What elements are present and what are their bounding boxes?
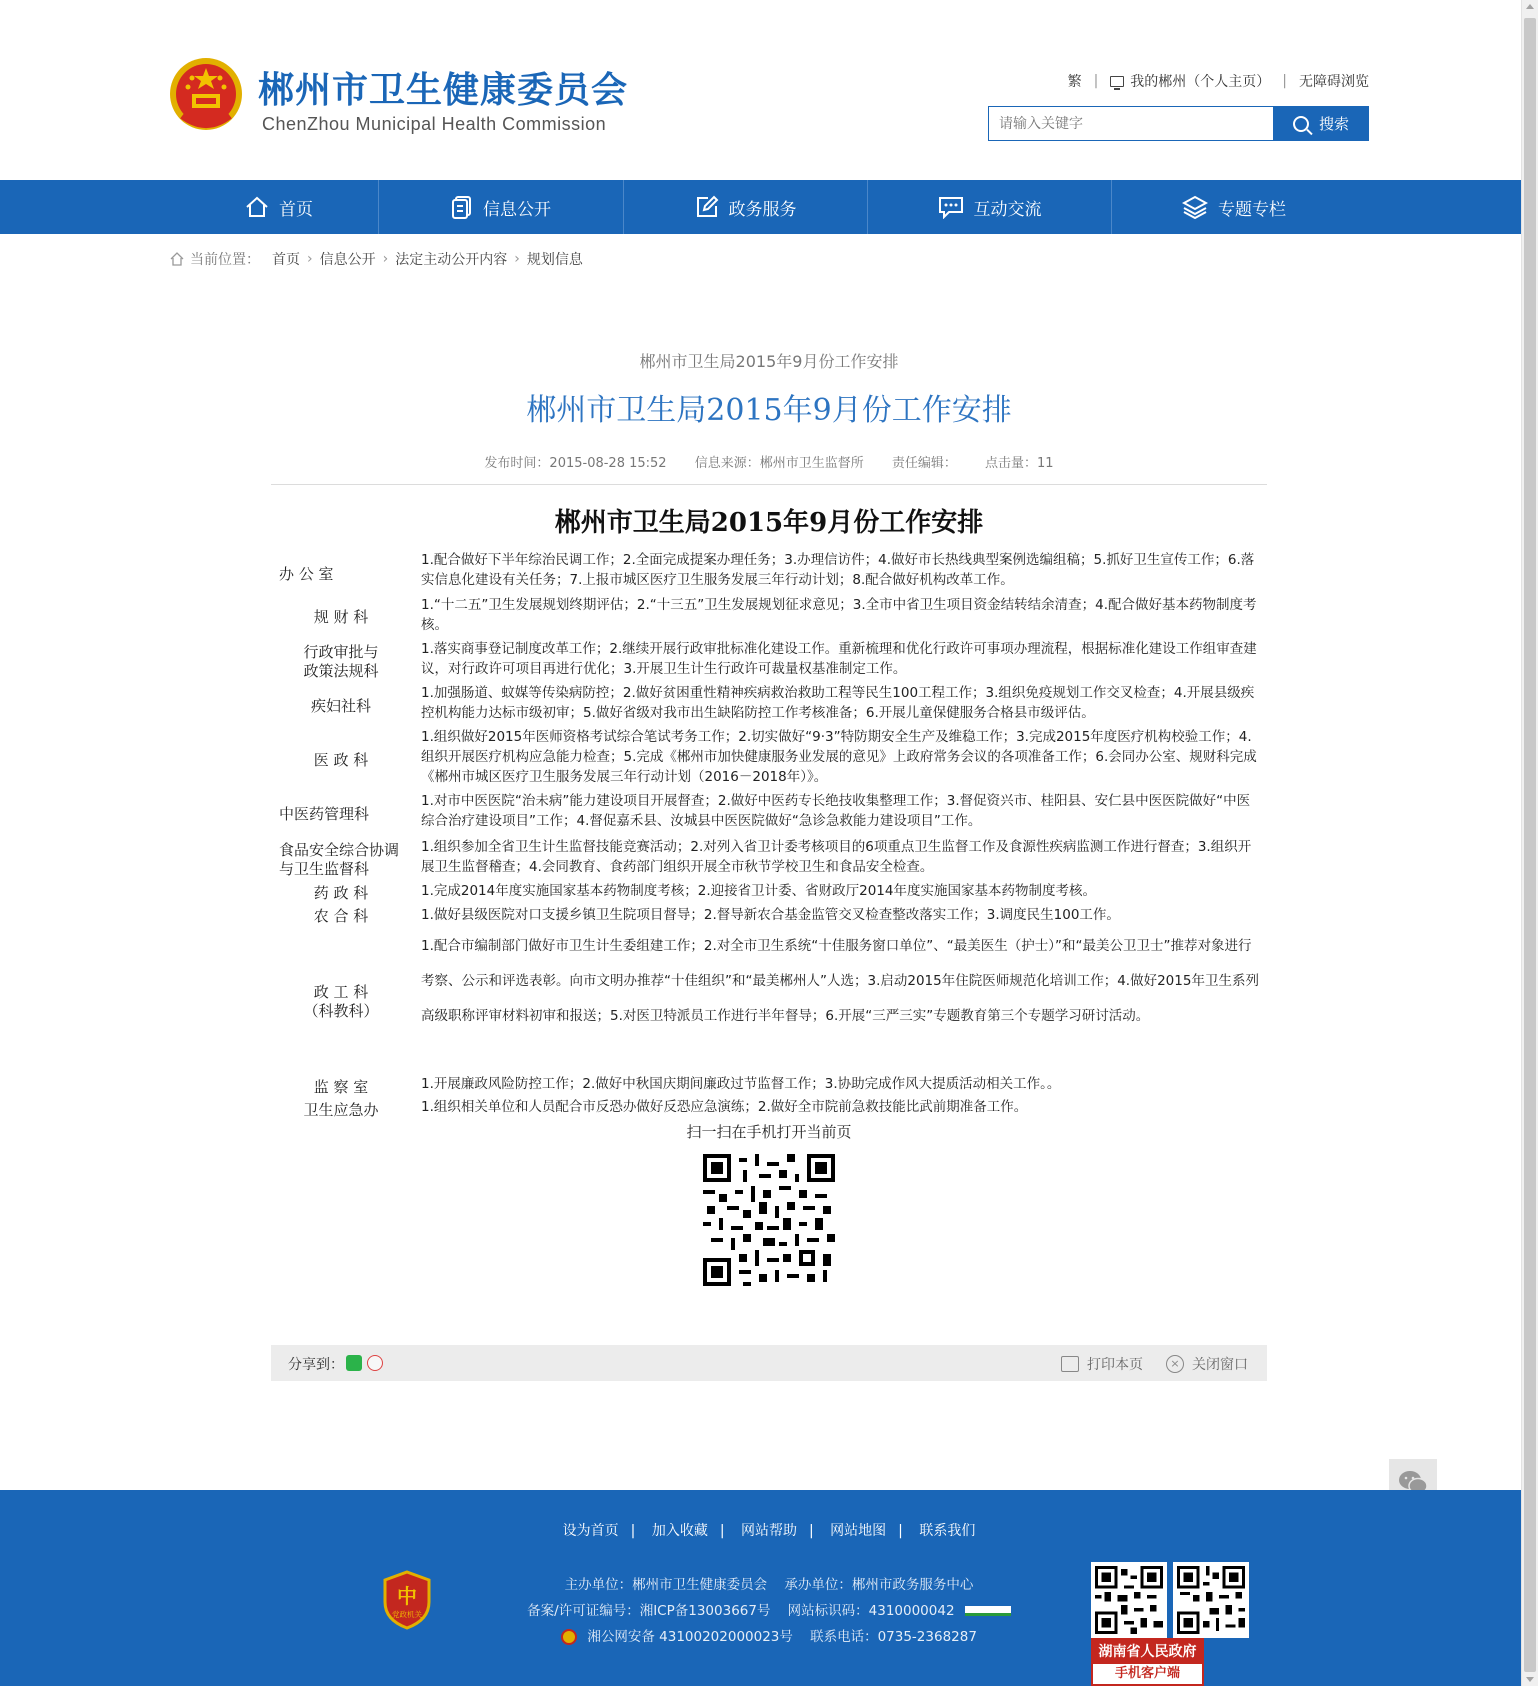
publish-time: 发布时间：2015-08-28 15:52 [484,456,667,471]
accessible-browse-link[interactable]: 无障碍浏览 [1299,74,1369,90]
article-meta [0,452,1538,471]
share-bar [271,1345,1267,1381]
printer-icon [1061,1356,1079,1372]
footer-qr-code-icon [1173,1562,1249,1638]
footer-site-id: 网站标识码：4310000042 [787,1603,955,1619]
gov-app-line2: 手机客户端 [1114,1666,1180,1681]
weibo-share-icon[interactable] [367,1355,383,1371]
dept-label: 行政审批与 政策法规科 [303,643,379,680]
footer-link-sitemap[interactable]: 网站地图 [830,1523,887,1539]
site-id-badge-icon [965,1606,1011,1616]
article-pre-title: 郴州市卫生局2015年9月份工作安排 [639,352,899,371]
footer-link-contact[interactable]: 联系我们 [919,1523,976,1539]
nav-item-interaction[interactable] [868,180,1111,234]
info-source: 信息来源：郴州市卫生监督所 [694,456,864,471]
footer [0,1490,1521,1686]
article-title: 郴州市卫生局2015年9月份工作安排 [526,393,1012,428]
close-window-button[interactable] [1166,1354,1248,1374]
badge-text: 党政机关 [392,1610,422,1619]
breadcrumb-item-info-disclosure[interactable]: 信息公开 [319,252,376,268]
breadcrumb-item-home[interactable]: 首页 [272,252,300,268]
document-title: 郴州市卫生局2015年9月份工作安排 [554,508,984,538]
police-badge-icon [561,1629,577,1645]
breadcrumb-label: 当前位置： [190,252,260,268]
nav-item-home[interactable] [180,180,378,234]
dept-label: 政 工 科 （科教科） [303,983,379,1020]
close-icon: × [1166,1355,1184,1373]
monitor-icon [1110,76,1124,87]
dept-label: 卫生应急办 [303,1101,379,1119]
gov-app-line1: 湖南省人民政府 [1093,1640,1202,1664]
footer-police[interactable]: 湘公网安备 43100202000023号 [587,1629,793,1645]
nav-item-label: 专题专栏 [1218,199,1286,220]
dept-label: 食品安全综合协调 与卫生监督科 [279,841,400,878]
vertical-scrollbar[interactable] [1521,0,1538,1686]
search-icon [1293,116,1309,132]
site-subtitle: ChenZhou Municipal Health Commission [262,114,607,134]
national-emblem-icon [168,54,244,136]
chevron-right-icon: › [382,251,389,267]
nav-item-label: 信息公开 [483,199,551,220]
dept-label: 办 公 室 [279,565,334,583]
scrollbar-thumb[interactable] [1524,18,1536,1672]
close-label: 关闭窗口 [1192,1357,1248,1373]
scroll-up-icon[interactable] [1526,4,1534,9]
dept-tasks: 1.组织相关单位和人员配合市反恐办做好反恐应急演练；2.做好全市院前急救技能比武前期准备工作。 [421,1099,1028,1115]
divider-line [271,484,1267,485]
print-label: 打印本页 [1087,1357,1143,1373]
footer-link-set-homepage[interactable]: 设为首页 [562,1523,619,1539]
search-input[interactable] [988,106,1274,141]
wechat-share-icon[interactable] [346,1355,362,1371]
hunan-gov-app-link[interactable] [1091,1638,1204,1686]
home-icon [170,252,184,266]
breadcrumb-item-statutory-disclosure[interactable]: 法定主动公开内容 [395,252,508,268]
dept-label: 疾妇社科 [310,697,371,715]
dept-tasks: 1.配合市编制部门做好市卫生计生委组建工作；2.对全市卫生系统“十佳服务窗口单位”、“最美医生（护士）”和“最美公卫卫士”推荐对象进行考察、公示和评选表彰。向市文明办推荐“十佳组织”和“最美郴州人”人选；3.启动2015年住院医师规范化培训工作；4.做好2015年卫生系列高级职称评审材料初审和报送；5.对医卫特派员工作进行半年督导；6.开展“三严三实”专题教育第三个专题学习研讨活动。 [421,938,1259,1024]
breadcrumb-item-planning-info[interactable]: 规划信息 [526,252,583,268]
nav-item-label: 首页 [279,199,313,220]
svg-text:中: 中 [397,1584,417,1608]
dept-tasks: 1.“十二五”卫生发展规划终期评估；2.“十三五”卫生发展规划征求意见；3.全市中省卫生项目资金结转结余清查；4.配合做好基本药物制度考核。 [421,597,1257,633]
dept-tasks: 1.组织做好2015年医师资格考试综合笔试考务工作；2.切实做好“9·3”特防期安全生产及维稳工作；3.完成2015年度医疗机构校验工作；4.组织开展医疗机构应急能力检查；5.完成《郴州市加快健康服务业发展的意见》上政府常务会议的各项准备工作；6.会同办公室、规财科完成《郴州市城区医疗卫生服务发展三年行动计划（2016－2018年）》。 [421,729,1257,785]
footer-police-line [0,1625,1538,1645]
site-title: 郴州市卫生健康委员会 [258,70,629,111]
dept-label: 农 合 科 [313,907,369,925]
footer-host-line [0,1573,1538,1593]
home-icon [245,196,269,218]
nav-item-label: 互动交流 [973,199,1042,220]
nav-item-gov-services[interactable] [624,180,867,234]
chevron-right-icon: › [307,251,313,267]
view-count: 点击量：11 [985,456,1054,471]
chat-icon [938,195,964,219]
responsible-editor: 责任编辑： [891,456,957,471]
my-chenzhou-link[interactable]: 我的郴州（个人主页） [1130,74,1271,90]
footer-icp[interactable]: 备案/许可证编号：湘ICP备13003667号 [527,1603,771,1619]
search-button[interactable] [1273,106,1369,141]
footer-link-help[interactable]: 网站帮助 [741,1523,797,1539]
nav-item-special-topics[interactable] [1112,180,1356,234]
breadcrumb [170,249,583,269]
chevron-right-icon: › [514,251,520,267]
print-button[interactable] [1061,1354,1143,1374]
scroll-down-icon[interactable] [1526,1677,1534,1682]
dept-label: 医 政 科 [313,751,369,769]
link-divider: | [1093,73,1099,89]
dept-label: 中医药管理科 [279,805,370,823]
traditional-chinese-link[interactable]: 繁 [1067,74,1082,90]
dept-tasks: 1.开展廉政风险防控工作；2.做好中秋国庆期间廉政过节监督工作；3.协助完成作风大提质活动相关工作。。 [421,1076,1061,1092]
dept-tasks: 1.组织参加全省卫生计生监督技能竞赛活动；2.对列入省卫计委考核项目的6项重点卫生监督工作及食源性疾病监测工作进行督查；3.组织开展卫生监督稽查；4.会同教育、食药部门组织开展全市秋节学校卫生和食品安全检查。 [421,839,1252,875]
qr-code-icon [703,1154,835,1286]
document-icon [451,195,473,219]
dept-tasks: 1.配合做好下半年综治民调工作；2.全面完成提案办理任务；3.办理信访件；4.做好市长热线典型案例选编组稿；5.抓好卫生宣传工作；6.落实信息化建设有关任务；7.上报市城区医疗卫生服务发展三年行动计划；8.配合做好机构改革工作。 [421,552,1255,588]
dept-tasks: 1.完成2014年度实施国家基本药物制度考核；2.迎接省卫计委、省财政厅2014年度实施国家基本药物制度考核。 [421,883,1096,899]
dept-label: 监 察 室 [313,1078,369,1096]
edit-icon [695,195,719,219]
search-button-label: 搜索 [1318,115,1349,133]
share-label: 分享到： [288,1357,344,1373]
footer-host: 主办单位：郴州市卫生健康委员会 [564,1577,768,1593]
top-links [1068,71,1369,91]
nav-item-label: 政务服务 [728,199,797,220]
nav-item-info-disclosure[interactable] [379,180,623,234]
dept-label: 药 政 科 [313,884,369,902]
main-nav [0,180,1521,234]
dept-tasks: 1.做好县级医院对口支援乡镇卫生院项目督导；2.督导新农合基金监管交叉检查整改落实工作；3.调度民生100工作。 [421,907,1120,923]
footer-qr-code-icon [1091,1562,1167,1638]
layers-icon [1182,195,1208,219]
dept-tasks: 1.对市中医医院“治未病”能力建设项目开展督查；2.做好中医药专长绝技收集整理工作；3.督促资兴市、桂阳县、安仁县中医医院做好“中医综合治疗建设项目”工作；4.督促嘉禾县、汝城县中医医院做好“急诊急救能力建设项目”工作。 [421,793,1251,829]
dept-tasks: 1.落实商事登记制度改革工作；2.继续开展行政审批标准化建设工作。重新梳理和优化行政许可事项办理流程，根据标准化建设工作组审查建议，对行政许可项目再进行优化；3.开展卫生计生行政许可裁量权基准制定工作。 [421,641,1257,677]
qr-caption: 扫一扫在手机打开当前页 [686,1123,852,1141]
footer-undertaker: 承办单位：郴州市政务服务中心 [784,1577,974,1593]
footer-link-add-favorite[interactable]: 加入收藏 [651,1523,708,1539]
footer-links: 设为首页 | 加入收藏 | 网站帮助 | 网站地图 | 联系我们 [562,1523,976,1539]
dept-tasks: 1.加强肠道、蚊媒等传染病防控；2.做好贫困重性精神疾病救治救助工程等民生100工程工作；3.组织免疫规划工作交叉检查；4.开展县级疾控机构能力达标市级初审；5.做好省级对我市出生缺陷防控工作考核准备；6.开展儿童保健服务合格县市级评估。 [421,685,1255,721]
link-divider: | [1282,73,1287,89]
footer-icp-line [0,1599,1538,1619]
dept-label: 规 财 科 [313,608,369,626]
footer-phone: 联系电话：0735-2368287 [810,1629,977,1645]
